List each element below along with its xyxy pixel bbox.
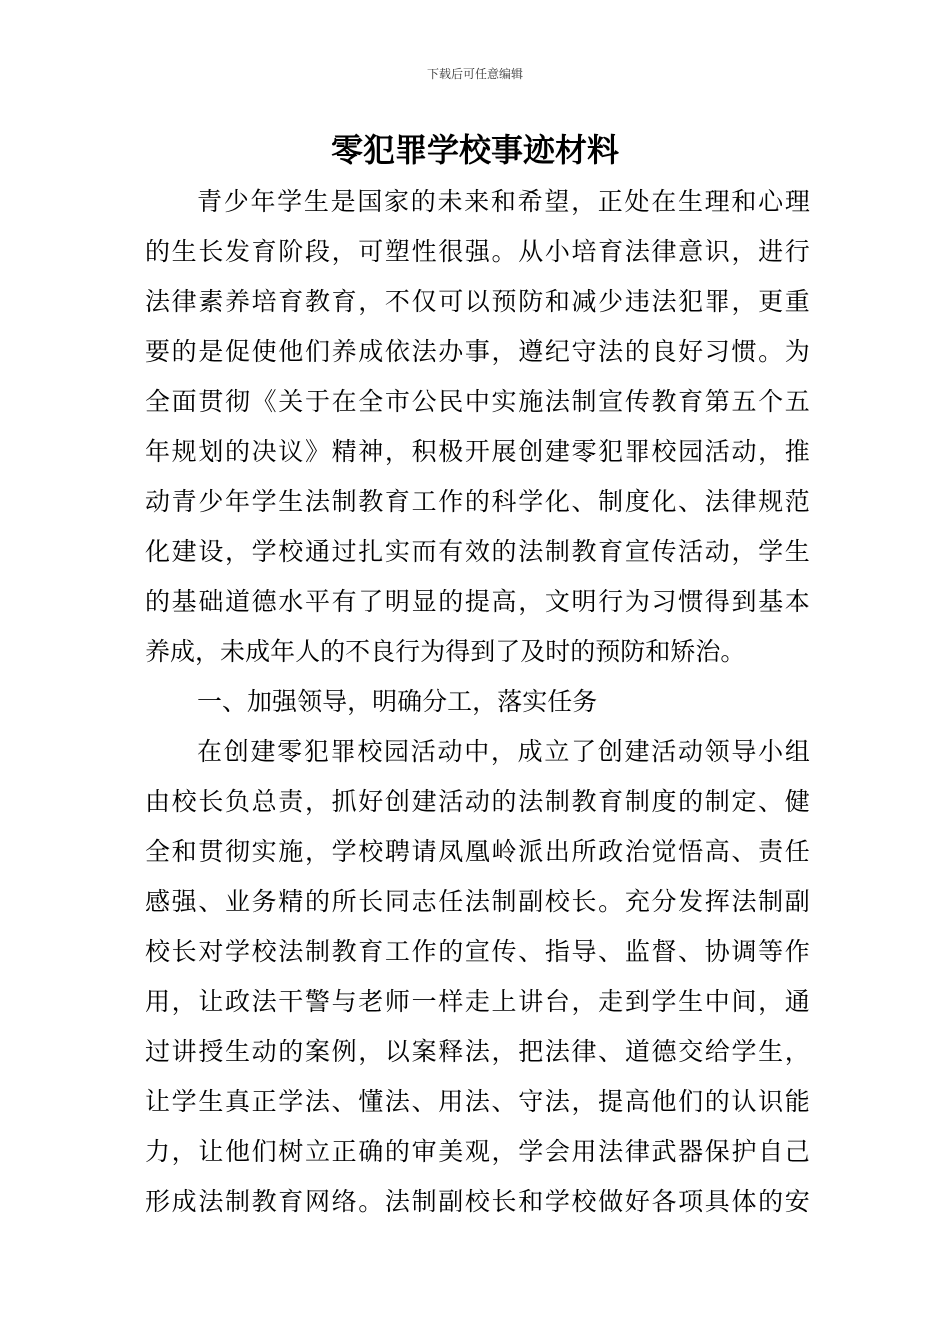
text-line: 全 面 贯 彻 《 关 于 在 全 市 公 民 中 实 施 法 制 宣 传 教 育 第 五 个 五 [145, 387, 810, 416]
text-line: 的 基 础 道 德 水 平 有 了 明 显 的 提 高 ， 文 明 行 为 习 惯 得 到 基 本 [145, 587, 810, 616]
text-line: 动 青 少 年 学 生 法 制 教 育 工 作 的 科 学 化 、 制 度 化 、 法 律 规 范 [145, 487, 810, 516]
text-line: 力 ， 让 他 们 树 立 正 确 的 审 美 观 ， 学 会 用 法 律 武 器 保 护 自 己 [145, 1137, 810, 1166]
text-line: 一 、 加 强 领 导 ， 明 确 分 工 ， 落 实 任 务 [197, 687, 598, 716]
text-line: 校 长 对 学 校 法 制 教 育 工 作 的 宣 传 、 指 导 、 监 督 、 协 调 等 作 [145, 937, 810, 966]
text-line: 法 律 素 养 培 育 教 育 ， 不 仅 可 以 预 防 和 减 少 违 法 犯 罪 ， 更 重 [145, 287, 810, 316]
header-note: 下载后可任意编辑 [426, 67, 523, 81]
text-line: 要 的 是 促 使 他 们 养 成 依 法 办 事 ， 遵 纪 守 法 的 良 好 习 惯 。 为 [145, 337, 810, 366]
text-line: 在 创 建 零 犯 罪 校 园 活 动 中 ， 成 立 了 创 建 活 动 领 导 小 组 [197, 737, 810, 766]
body-text [145, 177, 810, 1227]
text-line: 形 成 法 制 教 育 网 络 。 法 制 副 校 长 和 学 校 做 好 各 项 具 体 的 安 [145, 1187, 810, 1216]
text-line: 感 强 、 业 务 精 的 所 长 同 志 任 法 制 副 校 长 。 充 分 发 挥 法 制 副 [145, 887, 810, 916]
text-line: 让 学 生 真 正 学 法 、 懂 法 、 用 法 、 守 法 ， 提 高 他 们 的 认 识 能 [145, 1087, 810, 1116]
text-line: 青 少 年 学 生 是 国 家 的 未 来 和 希 望 ， 正 处 在 生 理 和 心 理 [197, 187, 810, 216]
document-title: 零犯罪学校事迹材料 [330, 131, 619, 169]
text-line: 的 生 长 发 育 阶 段 ， 可 塑 性 很 强 。 从 小 培 育 法 律 意 识 ， 进 行 [145, 237, 810, 266]
text-line: 养 成 ， 未 成 年 人 的 不 良 行 为 得 到 了 及 时 的 预 防 和 矫 治 。 [145, 637, 746, 666]
text-line: 全 和 贯 彻 实 施 ， 学 校 聘 请 凤 凰 岭 派 出 所 政 治 觉 悟 高 、 责 任 [145, 837, 810, 866]
text-line: 由 校 长 负 总 责 ， 抓 好 创 建 活 动 的 法 制 教 育 制 度 的 制 定 、 健 [145, 787, 810, 816]
text-line: 年 规 划 的 决 议 》 精 神 ， 积 极 开 展 创 建 零 犯 罪 校 园 活 动 ， 推 [145, 437, 810, 466]
text-line: 用 ， 让 政 法 干 警 与 老 师 一 样 走 上 讲 台 ， 走 到 学 生 中 间 ， 通 [145, 987, 810, 1016]
text-line: 化 建 设 ， 学 校 通 过 扎 实 而 有 效 的 法 制 教 育 宣 传 活 动 ， 学 生 [145, 537, 810, 566]
text-line: 过 讲 授 生 动 的 案 例 ， 以 案 释 法 ， 把 法 律 、 道 德 交 给 学 生 ， [145, 1037, 810, 1066]
